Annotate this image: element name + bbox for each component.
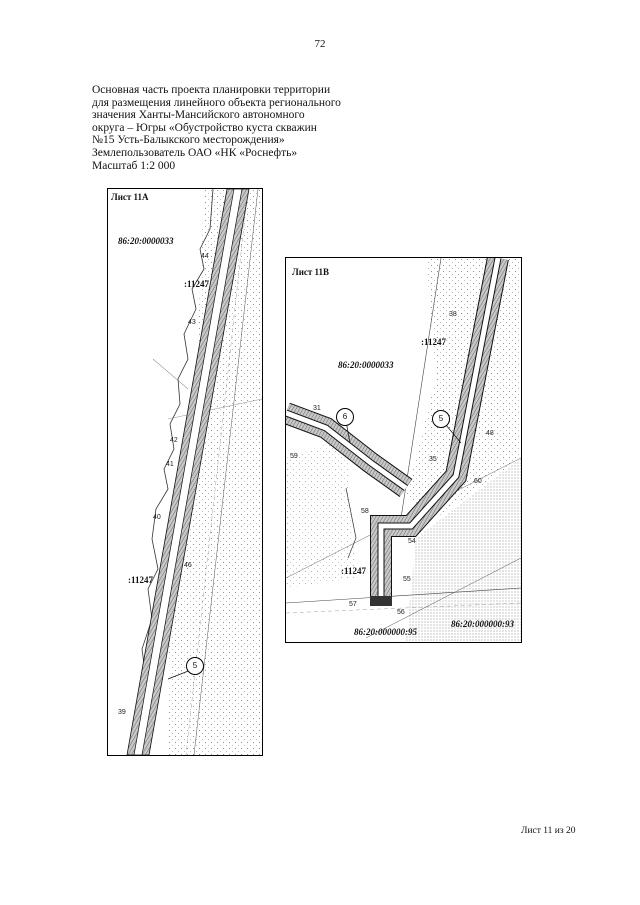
point-label: 55 bbox=[403, 576, 411, 583]
map-sheet-11b bbox=[285, 257, 522, 643]
point-label: 35 bbox=[429, 456, 437, 463]
parcel-label: :11247 bbox=[421, 337, 447, 347]
cadastral-block-label: 86:20:0000033 bbox=[338, 360, 394, 370]
cadastral-block-label: 86:20:0000033 bbox=[118, 236, 174, 246]
header-line: округа – Югры «Обустройство куста скважин bbox=[92, 121, 317, 134]
point-label: 54 bbox=[408, 538, 416, 545]
parcel-label: :11247 bbox=[341, 566, 367, 576]
point-label: 59 bbox=[290, 453, 298, 460]
point-label: 46 bbox=[184, 562, 192, 569]
scale-line: Масштаб 1:2 000 bbox=[92, 159, 176, 172]
point-label: 56 bbox=[397, 609, 405, 616]
point-label: 44 bbox=[201, 253, 209, 260]
sheet-counter: Лист 11 из 20 bbox=[521, 826, 576, 836]
header-line: Основная часть проекта планировки территории bbox=[92, 84, 331, 96]
map-11a-title: Лист 11А bbox=[111, 192, 149, 202]
point-label: 40 bbox=[153, 514, 161, 521]
point-label: 38 bbox=[449, 311, 457, 318]
point-label: 58 bbox=[361, 508, 369, 515]
header-line: для размещения линейного объекта регионального bbox=[92, 96, 341, 109]
point-label: 43 bbox=[188, 319, 196, 326]
point-label: 60 bbox=[474, 478, 482, 485]
parcel-label: :11247 bbox=[184, 279, 210, 289]
header-line: Землепользователь ОАО «НК «Роснефть» bbox=[92, 146, 298, 159]
map-11a-drawing bbox=[108, 189, 262, 755]
header-line: №15 Усть-Балыкского месторождения» bbox=[92, 134, 285, 147]
point-label: 39 bbox=[118, 709, 126, 716]
point-label: 48 bbox=[486, 430, 494, 437]
cadastral-number-label: 86:20:000000:93 bbox=[451, 619, 514, 629]
document-header bbox=[92, 84, 392, 172]
point-label: 57 bbox=[349, 601, 357, 608]
map-11b-title: Лист 11В bbox=[292, 267, 330, 277]
cadastral-number-label: 86:20:000000:95 bbox=[354, 627, 417, 637]
map-11b-drawing bbox=[286, 258, 521, 642]
map-sheet-11a bbox=[107, 188, 263, 756]
page-number: 72 bbox=[314, 38, 326, 50]
header-line: значения Ханты-Мансийского автономного bbox=[92, 109, 305, 122]
pipeline-marker-circle: 5 bbox=[432, 410, 450, 428]
point-label: 41 bbox=[166, 461, 174, 468]
pipeline-marker-circle: 5 bbox=[186, 657, 204, 675]
well-pad bbox=[370, 596, 392, 606]
point-label: 31 bbox=[313, 405, 321, 412]
parcel-label: :11247 bbox=[128, 575, 154, 585]
point-label: 42 bbox=[170, 437, 178, 444]
cadastral-line bbox=[153, 359, 188, 389]
pipeline-marker-circle: 6 bbox=[336, 408, 354, 426]
